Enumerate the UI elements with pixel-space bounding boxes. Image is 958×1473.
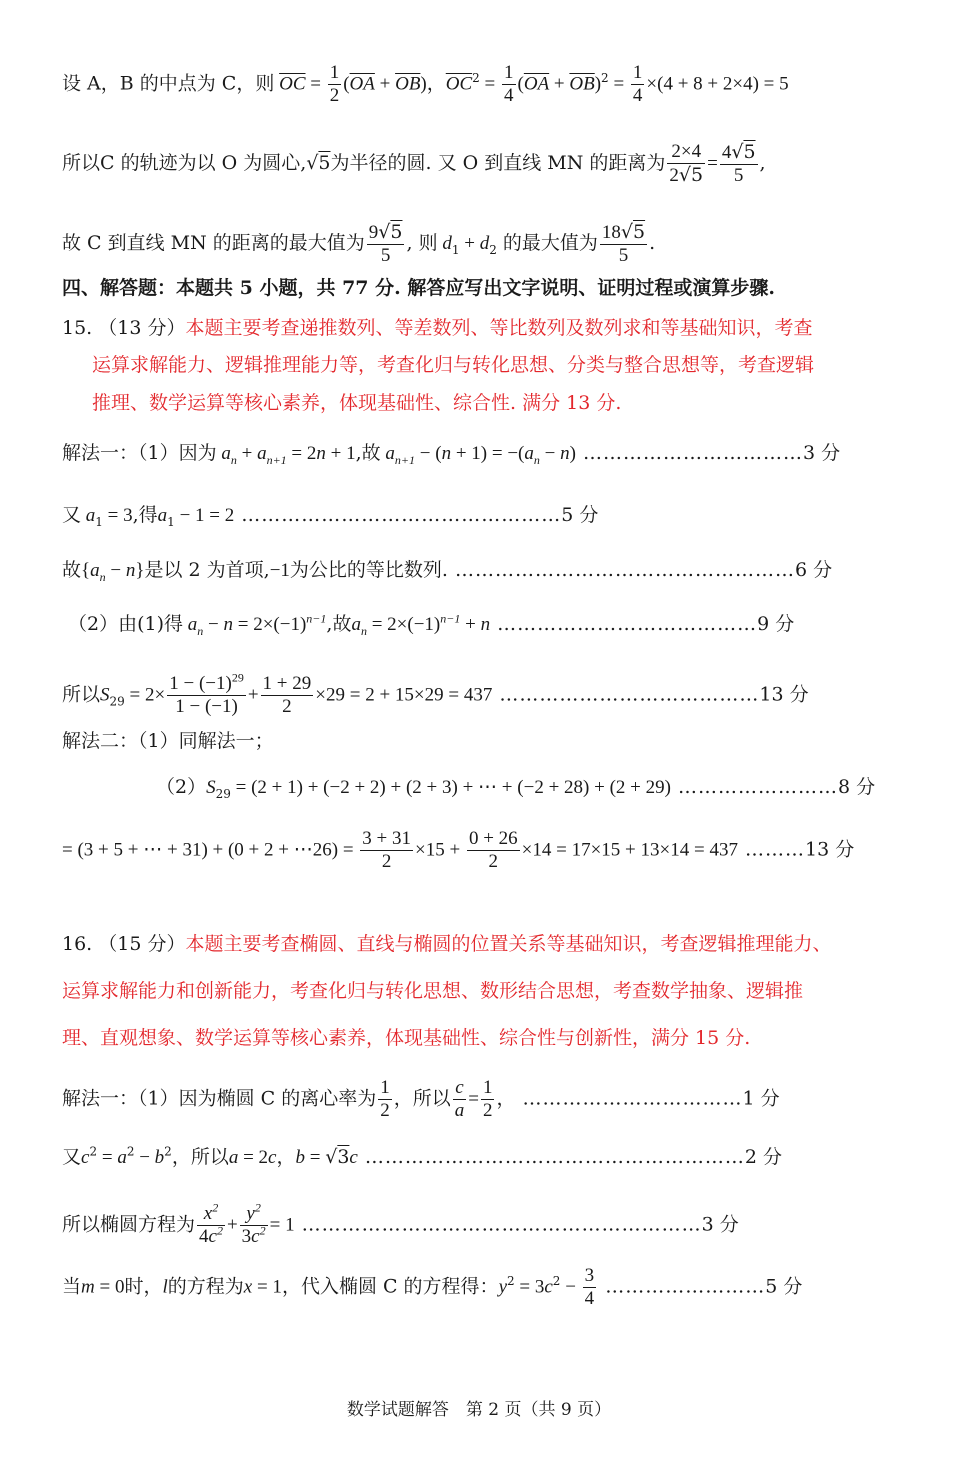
- text-e4-d: ，代入椭圆 C 的方程得：: [281, 1275, 499, 1298]
- score-8: 8 分: [838, 776, 876, 798]
- q15-s29: 所以$S_{29} = 2\times$ $\frac{1 - (-1)^{29}}{1 - (-1)}$ + $\frac{1 + 29}{2}$ ×29 = 2 + 15×29 = 437 …………………………………13 分: [62, 670, 809, 717]
- text-locus-c: 为半径的圆. 又 O 到直线 MN 的距离为: [330, 152, 666, 174]
- score-6: 6 分: [795, 559, 833, 581]
- text-m1-mid: ,故: [355, 442, 381, 464]
- text-geo-b: 是以 2 为首项,: [144, 559, 270, 581]
- score-3: 3 分: [802, 442, 841, 464]
- text-m2-p2: （2）: [156, 776, 207, 798]
- text-e4-b: 时，: [124, 1275, 163, 1298]
- q15-m1-step1: 解法一：（1）因为 $a_n + a_{n+1} = 2n + 1$,故 $a_{n+1} - (n + 1) = -(a_n - n)$ ……………………………3 分: [62, 442, 841, 467]
- q15-m2-part2: $(2)S_{29} = (2 + 1) + (-2 + 2) + (2 + 3)$ + ⋯ + (−2 + 28) + (2 + 29) ……………………8 分: [156, 776, 876, 801]
- score-13a: 13 分: [759, 683, 809, 706]
- page-footer: 数学试题解答 第 2 页（共 9 页）: [346, 1400, 612, 1420]
- q16-intro-3: 理、直观想象、数学运算等核心素养，体现基础性、综合性与创新性，满分 15 分.: [62, 1027, 751, 1049]
- q15-m2-result: = (3 + 5 + ⋯ + 31) + (0 + 2 + ⋯26) = $\frac{3 + 31}{2}$ ×15 + $\frac{0 + 26}{2}$ ×14 = 17×15 + 13×14 = 437 ………13 分: [62, 828, 855, 872]
- text-e4-c: 的方程为: [167, 1275, 244, 1298]
- q16-step4: 当m = 0时，l的方程为x = 1，代入椭圆 C 的方程得：$y^2 = 3c^2$ − $\frac{3}{4}$ ……………………5 分: [62, 1265, 803, 1309]
- text-m1-head: 解法一：（1）因为: [62, 442, 217, 464]
- score-13b: 13 分: [805, 838, 855, 861]
- section-heading: 四、解答题：本题共 5 小题，共 77 分. 解答应写出文字说明、证明过程或演算步骤.: [62, 277, 775, 299]
- score-3b: 3 分: [701, 1213, 739, 1236]
- text-midpoint: 设 A，B 的中点为 C，则: [62, 72, 275, 95]
- text-maxdist-a: 故 C 到直线 MN 的距离的最大值为: [62, 232, 365, 254]
- text-a1-pre: 又: [62, 504, 82, 526]
- text-geo-c: 为公比的等比数列.: [289, 559, 448, 581]
- score-5: 5 分: [561, 504, 599, 526]
- text-s29-pre: 所以: [62, 683, 101, 706]
- q16-step3: 所以椭圆方程为 $\frac{x^2}{4c^2}$ + $\frac{y^2}{3c^2}$ = 1 ……………………………………………………3 分: [62, 1200, 739, 1247]
- text-a1-mid: ,得: [132, 504, 158, 526]
- text-e2-b: ，所以: [171, 1146, 229, 1168]
- q16-intro-2: 运算求解能力和创新能力，考查化归与转化思想、数形结合思想，考查数学抽象、逻辑推: [62, 980, 804, 1002]
- text-e1-a: 解法一：（1）因为椭圆 C 的离心率为: [62, 1087, 377, 1110]
- text-maxdist-c: 的最大值为: [502, 232, 598, 254]
- score-5b: 5 分: [765, 1275, 803, 1298]
- q16-intro-1: [62, 931, 918, 957]
- q16-number: 16. （15 分）: [62, 933, 186, 955]
- text-e1-b: ，所以: [393, 1087, 451, 1110]
- q15-part2: （2）由(1)得 $a_n - n = 2\times(-1)^{n-1}$,故$a_n = 2\times(-1)^{n-1} + n$ …………………………………9 分: [68, 611, 795, 638]
- text-locus-b: C 的轨迹为以 O 为圆心,: [100, 152, 307, 174]
- q15-a1: 又 $a_1 = 3$,得$a_1 - 1 = 2$ …………………………………………5 分: [62, 504, 599, 529]
- q15-m2-head: 解法二：（1）同解法一；: [62, 730, 274, 752]
- q16-step1: 解法一：（1）因为椭圆 C 的离心率为 $\frac{1}{2}$ ，所以 $\frac{c}{a}$ = $\frac{1}{2}$ ， ……………………………1 分: [62, 1077, 780, 1121]
- text-e4-a: 当: [62, 1275, 82, 1298]
- q15-geometric: 故$\{a_n - n\}$是以 2 为首项,−1为公比的等比数列. ……………………………………………6 分: [62, 559, 833, 584]
- line-locus: 所以C 的轨迹为以 O 为圆心,√5为半径的圆. 又 O 到直线 MN 的距离为 $\frac{2\times 4}{2√5}$ = $\frac{4√5}{5}$ ,: [62, 141, 766, 186]
- q15-intro-2: 运算求解能力、逻辑推理能力等，考查化归与转化思想、分类与整合思想等，考查逻辑: [92, 354, 815, 376]
- line-max-distance: 故 C 到直线 MN 的距离的最大值为 $\frac{9√5}{5}$ , 则 $d_1 + d_2$ 的最大值为 $\frac{18√5}{5}$ .: [62, 221, 656, 266]
- q15-intro-1: [62, 315, 918, 341]
- q16-desc-1: 本题主要考查椭圆、直线与椭圆的位置关系等基础知识，考查逻辑推理能力、: [185, 933, 832, 955]
- score-1: 1 分: [742, 1087, 780, 1110]
- text-maxdist-b: , 则: [406, 232, 438, 254]
- score-2: 2 分: [744, 1146, 783, 1168]
- text-e3-a: 所以椭圆方程为: [62, 1213, 196, 1236]
- line-midpoint: 设 A，B 的中点为 C，则 $\overline{OC}$ = $\frac{1}{2}$ $(\overline{OA} + \overline{OB})$，$\overline{OC}^2$ = $\frac{1}{4}$ $(\overline{OA} + \overline{OB})^2$ = $\frac{1}{4}$ ×(4 + 8 + 2×4) = 5: [62, 62, 789, 106]
- text-e2-a: 又: [62, 1146, 82, 1168]
- q15-number: 15. （13 分）: [62, 317, 186, 339]
- q15-intro-3: 推理、数学运算等核心素养，体现基础性、综合性. 满分 13 分.: [92, 392, 622, 414]
- text-locus-a: 所以: [62, 152, 101, 174]
- q15-desc-1: 本题主要考查递推数列、等差数列、等比数列及数列求和等基础知识，考查: [185, 317, 813, 339]
- score-9: 9 分: [757, 613, 795, 635]
- q16-step2: 又$c^2 = a^2 - b^2$，所以a = 2c，b = √3c …………………………………………………2 分: [62, 1144, 783, 1168]
- text-geo-a: 故: [62, 559, 82, 581]
- text-p2-b: ,故: [326, 613, 352, 635]
- text-p2-a: （2）由(1)得: [68, 613, 184, 635]
